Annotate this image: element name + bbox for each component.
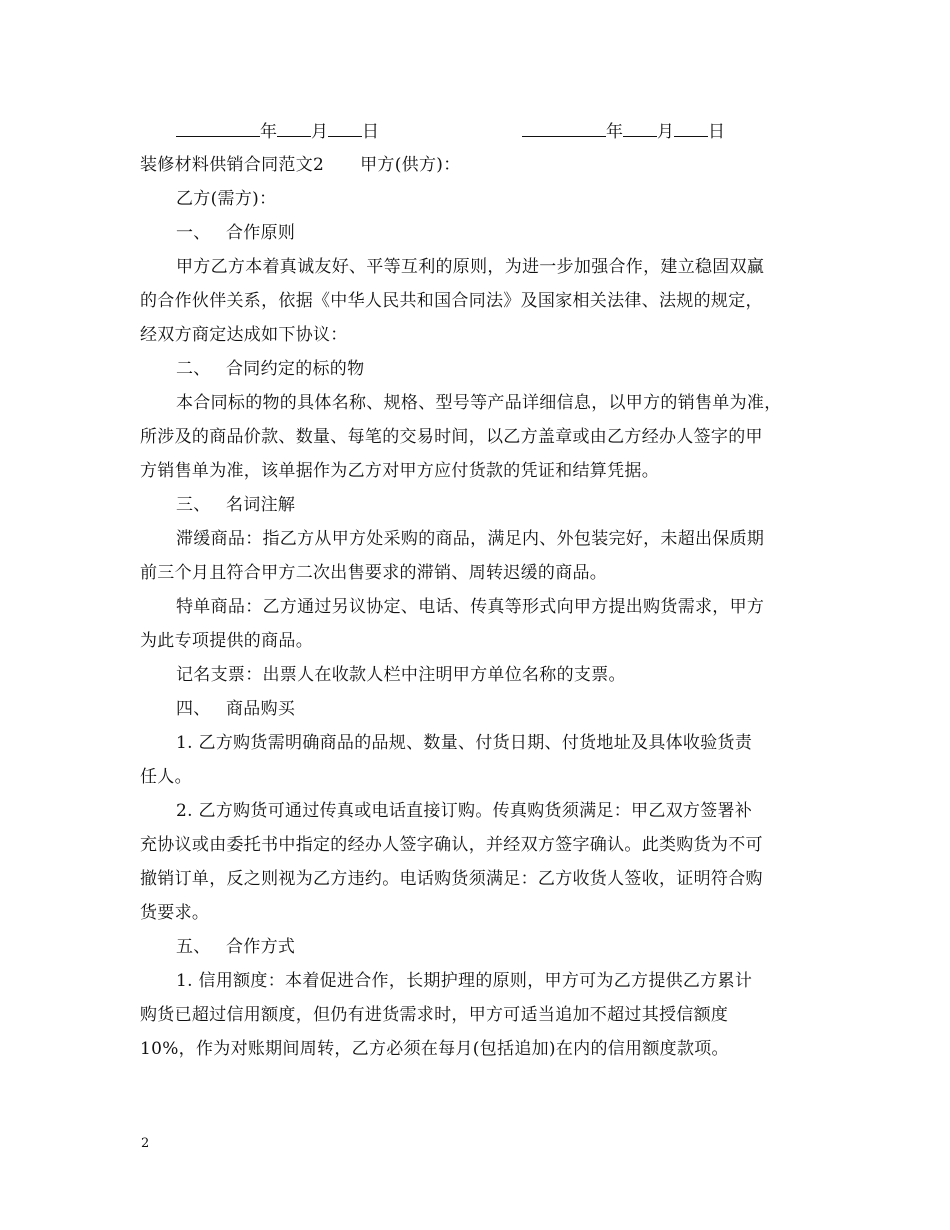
paragraph-line: 2. 乙方购货可通过传真或电话直接订购。传真购货须满足：甲乙双方签署补 <box>176 801 753 821</box>
page-number: 2 <box>141 1136 150 1151</box>
section-number: 二、 <box>176 359 211 379</box>
section-title: 商品购买 <box>226 699 296 719</box>
paragraph-line: 为此专项提供的商品。 <box>140 631 313 651</box>
month-blank <box>623 118 657 137</box>
section-title: 合同约定的标的物 <box>226 359 365 379</box>
paragraph-line: 的合作伙伴关系，依据《中华人民共和国合同法》及国家相关法律、法规的规定， <box>140 291 763 311</box>
title-line <box>140 150 820 181</box>
paragraph-line: 本合同标的物的具体名称、规格、型号等产品详细信息，以甲方的销售单为准， <box>176 393 782 413</box>
paragraph-line: 甲方乙方本着真诚友好、平等互利的原则，为进一步加强合作，建立稳固双赢 <box>176 257 765 277</box>
day-label: 日 <box>708 122 725 142</box>
paragraph-line: 撤销订单，反之则视为乙方违约。电话购货须满足：乙方收货人签收，证明符合购 <box>140 869 763 889</box>
year-blank <box>522 118 606 137</box>
paragraph-line: 货要求。 <box>140 903 210 923</box>
paragraph-line: 特单商品：乙方通过另议协定、电话、传真等形式向甲方提出购货需求，甲方 <box>176 597 765 617</box>
section-heading-3 <box>176 490 856 521</box>
section-number: 三、 <box>176 495 211 515</box>
day-blank <box>674 118 708 137</box>
paragraph-line: 10%，作为对账期间周转，乙方必须在每月(包括追加)在内的信用额度款项。 <box>140 1039 729 1059</box>
section-number: 五、 <box>176 937 211 957</box>
paragraph-line: 前三个月且符合甲方二次出售要求的滞销、周转迟缓的商品。 <box>140 563 608 583</box>
month-blank <box>277 118 311 137</box>
paragraph-line: 滞缓商品：指乙方从甲方处采购的商品，满足内、外包装完好，未超出保质期 <box>176 529 765 549</box>
signature-date-right <box>522 118 725 144</box>
month-label: 月 <box>311 122 328 142</box>
section-number: 四、 <box>176 699 211 719</box>
paragraph-line: 任人。 <box>140 767 192 787</box>
paragraph-line: 方销售单为准，该单据作为乙方对甲方应付货款的凭证和结算凭据。 <box>140 461 659 481</box>
year-label: 年 <box>606 122 623 142</box>
document-title: 装修材料供销合同范文2 <box>140 155 325 175</box>
paragraph-line: 1. 乙方购货需明确商品的品规、数量、付货日期、付货地址及具体收验货责 <box>176 733 753 753</box>
paragraph-line: 所涉及的商品价款、数量、每笔的交易时间，以乙方盖章或由乙方经办人签字的甲 <box>140 427 763 447</box>
day-blank <box>328 118 362 137</box>
section-heading-4 <box>176 694 856 725</box>
section-heading-5 <box>176 932 856 963</box>
paragraph-line: 1. 信用额度：本着促进合作，长期护理的原则，甲方可为乙方提供乙方累计 <box>176 971 753 991</box>
section-heading-2 <box>176 354 856 385</box>
party-b-label: 乙方(需方)： <box>176 189 277 209</box>
signature-date-left <box>176 118 379 144</box>
party-a-label: 甲方(供方)： <box>360 155 461 175</box>
year-label: 年 <box>260 122 277 142</box>
section-number: 一、 <box>176 223 211 243</box>
paragraph-line: 记名支票：出票人在收款人栏中注明甲方单位名称的支票。 <box>176 665 626 685</box>
section-heading-1 <box>176 218 856 249</box>
paragraph-line: 充协议或由委托书中指定的经办人签字确认，并经双方签字确认。此类购货为不可 <box>140 835 763 855</box>
day-label: 日 <box>362 122 379 142</box>
month-label: 月 <box>657 122 674 142</box>
paragraph-line: 经双方商定达成如下协议： <box>140 325 348 345</box>
paragraph-line: 购货已超过信用额度，但仍有进货需求时，甲方可适当追加不超过其授信额度 <box>140 1005 729 1025</box>
year-blank <box>176 118 260 137</box>
section-title: 合作方式 <box>226 937 296 957</box>
section-title: 名词注解 <box>226 495 296 515</box>
section-title: 合作原则 <box>226 223 296 243</box>
